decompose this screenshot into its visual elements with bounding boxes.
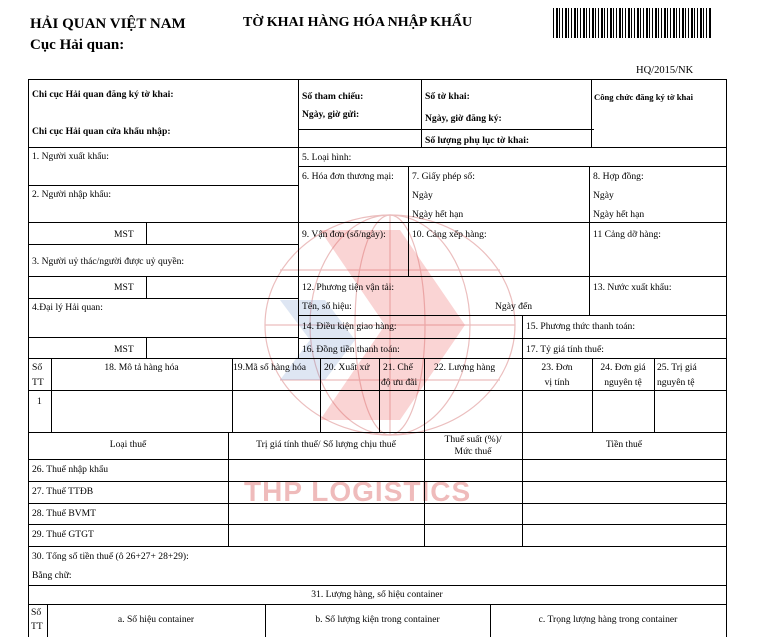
- license-label: 7. Giấy phép số:: [412, 171, 475, 182]
- unloading-port-label: 11 Cảng dỡ hàng:: [593, 229, 661, 240]
- reference-no-label: Số tham chiếu:: [302, 91, 364, 102]
- grid-line: [298, 79, 299, 358]
- goods-row-number: 1: [37, 396, 42, 407]
- vessel-name-label: Tên, số hiệu:: [302, 301, 352, 312]
- grid-line: [522, 315, 523, 358]
- grid-line: [421, 79, 422, 147]
- grid-line: [591, 79, 592, 147]
- globe-watermark-icon: [250, 200, 550, 440]
- unit-price-header-b: nguyên tệ: [604, 377, 642, 388]
- license-date-label: Ngày: [412, 190, 433, 201]
- taxable-value-header: Trị giá tính thuế/ Số lượng chịu thuế: [256, 439, 396, 450]
- container-weight-header: c. Trọng lượng hàng trong container: [538, 614, 678, 625]
- preference-header-b: độ ưu đãi: [381, 377, 418, 388]
- registered-datetime-label: Ngày, giờ đăng ký:: [425, 113, 502, 124]
- goods-description-header: 18. Mô tả hàng hóa: [104, 362, 179, 373]
- loading-port-label: 10. Cảng xếp hàng:: [412, 229, 487, 240]
- grid-line: [28, 481, 726, 482]
- container-number-header: a. Số hiệu container: [117, 614, 195, 625]
- form-title: TỜ KHAI HÀNG HÓA NHẬP KHẨU: [243, 15, 473, 30]
- trustor-label: 3. Người uỷ thác/người được uỷ quyền:: [32, 256, 185, 267]
- grid-line: [28, 185, 298, 186]
- grid-line: [28, 147, 726, 148]
- form-code: HQ/2015/NK: [636, 65, 694, 76]
- grid-line: [28, 79, 726, 80]
- bill-of-lading-label: 9. Vận đơn (số/ngày):: [302, 229, 386, 240]
- trustor-mst-label: MST: [114, 282, 134, 293]
- grid-line: [28, 503, 726, 504]
- grid-line: [28, 222, 726, 223]
- hs-code-header: 19.Mã số hàng hóa: [233, 362, 307, 373]
- grid-line: [298, 129, 594, 130]
- agency-name: HẢI QUAN VIỆT NAM: [30, 16, 186, 32]
- contract-date-label: Ngày: [593, 190, 614, 201]
- origin-header: 20. Xuất xứ: [324, 362, 370, 373]
- barcode: [553, 8, 711, 38]
- grid-line: [146, 222, 147, 244]
- port-office-label: Chi cục Hải quan cửa khẩu nhập:: [32, 126, 171, 137]
- grid-line: [320, 358, 321, 432]
- grid-line: [28, 298, 298, 299]
- grid-line: [28, 459, 726, 460]
- sent-datetime-label: Ngày, giờ gửi:: [302, 109, 360, 120]
- tax-amount-header: Tiền thuế: [605, 439, 643, 450]
- department-label: Cục Hải quan:: [30, 37, 125, 53]
- appendix-count-label: Số lượng phụ lục tờ khai:: [425, 135, 530, 146]
- grid-line: [379, 358, 380, 432]
- contract-expiry-label: Ngày hết hạn: [593, 209, 645, 220]
- type-label: 5. Loại hình:: [302, 152, 352, 163]
- import-tax-label: 26. Thuế nhập khẩu: [32, 464, 109, 475]
- grid-line: [28, 244, 298, 245]
- grid-line: [28, 79, 29, 637]
- grid-line: [28, 524, 726, 525]
- grid-line: [424, 358, 425, 432]
- grid-line: [28, 390, 726, 391]
- grid-line: [298, 338, 726, 339]
- grid-line: [726, 79, 727, 637]
- grid-line: [298, 315, 726, 316]
- declaration-no-label: Số tờ khai:: [425, 91, 470, 102]
- grid-line: [28, 432, 726, 433]
- grid-line: [146, 337, 147, 358]
- invoice-label: 6. Hóa đơn thương mại:: [302, 171, 394, 182]
- preference-header-a: 21. Chế: [383, 362, 413, 373]
- tax-rate-header-b: Mức thuế: [454, 446, 492, 457]
- amount-in-words-label: Bằng chữ:: [32, 570, 72, 581]
- grid-line: [28, 546, 726, 547]
- grid-line: [28, 358, 726, 359]
- goods-no-label-a: Số: [32, 362, 43, 373]
- logo-watermark-text: THP LOGISTICS: [244, 476, 472, 507]
- grid-line: [28, 604, 726, 605]
- arrival-date-label: Ngày đến: [495, 301, 533, 312]
- exchange-rate-label: 17. Tỷ giá tính thuế:: [526, 344, 604, 355]
- tax-type-header: Loại thuế: [109, 439, 147, 450]
- value-header-a: 25. Trị giá: [657, 362, 697, 373]
- vat-label: 29. Thuế GTGT: [32, 529, 94, 540]
- container-packages-header: b. Số lượng kiện trong container: [315, 614, 440, 625]
- environment-tax-label: 28. Thuế BVMT: [32, 508, 97, 519]
- total-tax-label: 30. Tổng số tiền thuế (ô 26+27+ 28+29):: [32, 551, 189, 562]
- grid-line: [654, 358, 655, 432]
- unit-header-a: 23. Đơn: [541, 362, 573, 373]
- officer-label: Công chức đăng ký tờ khai: [594, 92, 693, 102]
- grid-line: [298, 166, 726, 167]
- currency-label: 16. Đồng tiền thanh toán:: [302, 344, 400, 355]
- importer-mst-label: MST: [114, 229, 134, 240]
- containers-title: 31. Lượng hàng, số hiệu container: [311, 589, 443, 600]
- grid-line: [28, 585, 726, 586]
- grid-line: [146, 276, 147, 298]
- grid-line: [28, 337, 298, 338]
- grid-line: [589, 166, 590, 315]
- contract-label: 8. Hợp đồng:: [593, 171, 644, 182]
- excise-tax-label: 27. Thuế TTĐB: [32, 486, 94, 497]
- export-country-label: 13. Nước xuất khẩu:: [593, 282, 672, 293]
- goods-no-label-b: TT: [32, 377, 44, 388]
- quantity-header: 22. Lượng hàng: [434, 362, 496, 373]
- container-no-label-b: TT: [31, 621, 43, 632]
- grid-line: [408, 166, 409, 276]
- payment-method-label: 15. Phương thức thanh toán:: [526, 321, 636, 332]
- registering-office-label: Chi cục Hải quan đăng ký tờ khai:: [32, 89, 174, 100]
- transport-label: 12. Phương tiện vận tải:: [302, 282, 395, 293]
- container-no-label-a: Số: [31, 607, 42, 618]
- agent-mst-label: MST: [114, 344, 134, 355]
- exporter-label: 1. Người xuất khẩu:: [32, 151, 109, 162]
- grid-line: [28, 276, 726, 277]
- value-header-b: nguyên tệ: [657, 377, 695, 388]
- license-expiry-label: Ngày hết hạn: [412, 209, 464, 220]
- importer-label: 2. Người nhập khẩu:: [32, 189, 112, 200]
- unit-header-b: vị tính: [544, 377, 570, 388]
- unit-price-header-a: 24. Đơn giá: [600, 362, 646, 373]
- tax-rate-header-a: Thuế suất (%)/: [444, 434, 502, 445]
- delivery-terms-label: 14. Điều kiện giao hàng:: [302, 321, 397, 332]
- customs-agent-label: 4.Đại lý Hải quan:: [32, 302, 103, 313]
